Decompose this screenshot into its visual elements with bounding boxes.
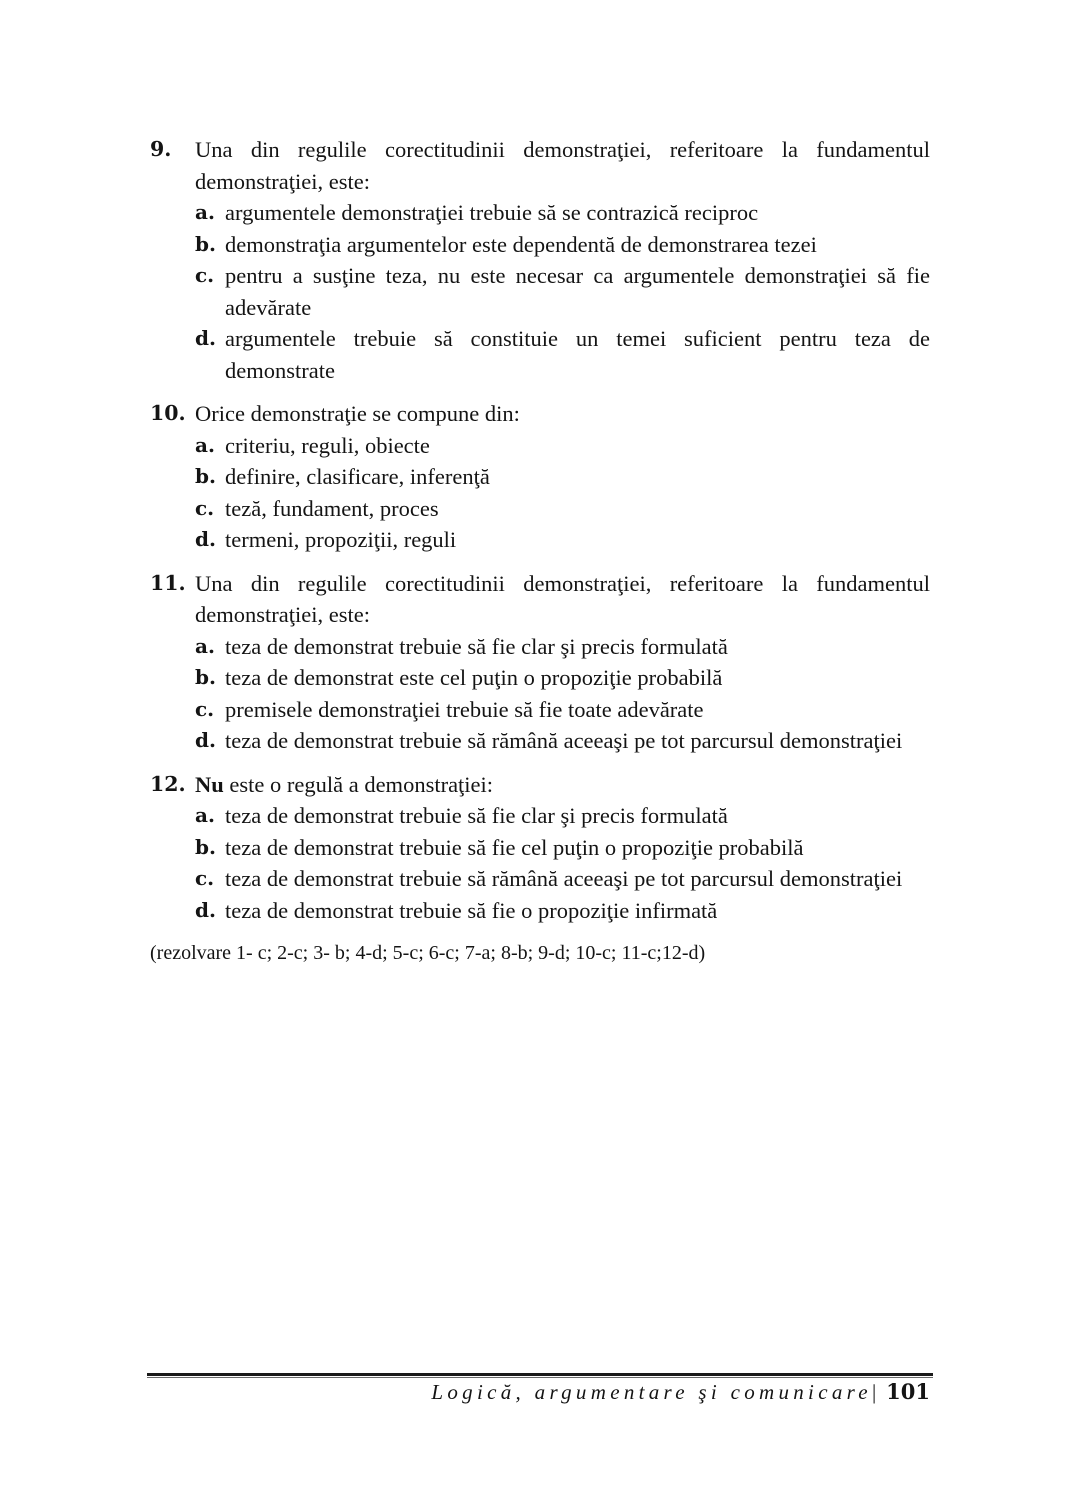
option-text: termeni, propoziţii, reguli — [225, 527, 457, 552]
option-letter: c. — [195, 263, 215, 287]
option-letter: a. — [195, 432, 215, 457]
option-text: teza de demonstrat este cel puţin o propoziţie probabilă — [225, 665, 723, 690]
option-a — [195, 197, 930, 229]
page-number: 101 — [886, 1379, 930, 1404]
question-number: 12. — [150, 771, 186, 796]
question-text-rest: este o regulă a demonstraţiei: — [223, 771, 494, 797]
option-letter: b. — [195, 464, 216, 488]
option-letter: a. — [195, 803, 215, 827]
option-letter: a. — [195, 200, 215, 224]
question-number: 11. — [150, 570, 186, 595]
option-a — [195, 430, 930, 462]
option-text: criteriu, reguli, obiecte — [225, 432, 430, 458]
footer-rule — [147, 1373, 933, 1376]
option-text: premisele demonstraţiei trebuie să fie toate adevărate — [225, 696, 704, 722]
options-list — [195, 800, 930, 926]
option-text: teza de demonstrat trebuie să fie o propoziţie infirmată — [225, 897, 718, 923]
page-footer — [431, 1379, 930, 1405]
option-text: teză, fundament, proces — [225, 495, 439, 521]
option-text: argumentele demonstraţiei trebuie să se contrazică reciproc — [225, 200, 759, 225]
question-10 — [150, 398, 930, 556]
option-text: argumentele trebuie să constituie un temei suficient pentru teza de demonstrate — [225, 326, 930, 383]
footer-separator: | — [871, 1380, 877, 1404]
question-number: 10. — [150, 401, 186, 425]
question-emphasis: Nu — [195, 771, 224, 797]
option-text: teza de demonstrat trebuie să fie clar şi precis formulată — [225, 803, 728, 828]
option-letter: c. — [195, 495, 215, 520]
option-a — [195, 800, 930, 832]
option-text: teza de demonstrat trebuie să rămână aceeaşi pe tot parcursul demonstraţiei — [225, 866, 903, 891]
option-letter: c. — [195, 696, 215, 721]
option-c — [195, 493, 930, 525]
option-letter: d. — [195, 527, 216, 551]
option-text: pentru a susţine teza, nu este necesar ca argumentele demonstraţiei să fie adevărate — [225, 263, 930, 320]
option-letter: d. — [195, 326, 216, 350]
option-c — [195, 260, 930, 323]
option-d — [195, 524, 930, 556]
option-text: teza de demonstrat trebuie să rămână aceeaşi pe tot parcursul demonstraţiei — [225, 728, 903, 753]
option-text: teza de demonstrat trebuie să fie clar şi precis formulată — [225, 633, 728, 659]
option-letter: b. — [195, 834, 216, 859]
option-text: definire, clasificare, inferenţă — [225, 464, 490, 489]
question-9 — [150, 134, 930, 386]
option-c — [195, 863, 930, 895]
question-text — [195, 769, 930, 801]
option-d — [195, 323, 930, 386]
footer-rule-thin — [147, 1377, 933, 1378]
question-list — [150, 134, 930, 968]
option-b — [195, 461, 930, 493]
answer-key: (rezolvare 1- c; 2-c; 3- b; 4-d; 5-c; 6-c; 7-a; 8-b; 9-d; 10-c; 11-c;12-d) — [150, 942, 706, 964]
question-12 — [150, 769, 930, 927]
option-letter: d. — [195, 897, 216, 922]
question-text: Una din regulile corectitudinii demonstraţiei, referitoare la fundamentul demonstraţiei, este: — [195, 570, 930, 627]
question-text: Una din regulile corectitudinii demonstraţiei, referitoare la fundamentul demonstraţiei, este: — [195, 137, 930, 194]
option-b — [195, 229, 930, 261]
option-b — [195, 832, 930, 864]
option-text: teza de demonstrat trebuie să fie cel puţin o propoziţie probabilă — [225, 834, 804, 860]
question-11 — [150, 568, 930, 757]
option-letter: a. — [195, 633, 215, 658]
option-d — [195, 725, 930, 757]
option-text: demonstraţia argumentelor este dependentă de demonstrarea tezei — [225, 231, 817, 257]
option-b — [195, 662, 930, 694]
options-list — [195, 197, 930, 386]
option-letter: b. — [195, 665, 216, 689]
option-letter: b. — [195, 231, 216, 256]
options-list — [195, 631, 930, 757]
option-letter: c. — [195, 866, 215, 890]
options-list — [195, 430, 930, 556]
running-title: Logică, argumentare şi comunicare — [431, 1380, 872, 1404]
question-text: Orice demonstraţie se compune din: — [195, 401, 520, 426]
option-letter: d. — [195, 728, 216, 752]
option-d — [195, 895, 930, 927]
option-c — [195, 694, 930, 726]
question-number: 9. — [150, 137, 172, 161]
option-a — [195, 631, 930, 663]
